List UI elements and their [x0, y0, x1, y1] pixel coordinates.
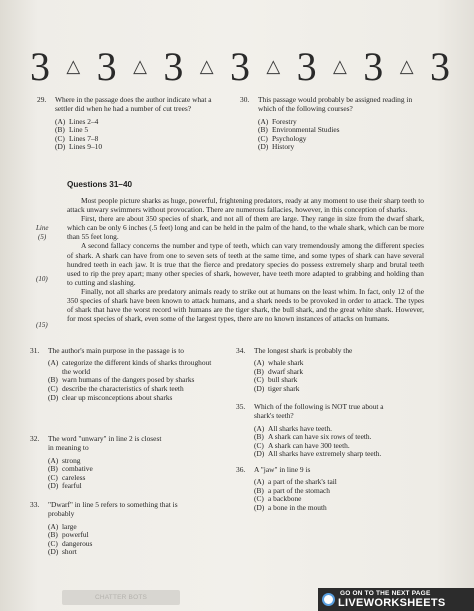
section-number: 3: [429, 44, 450, 89]
answer-option[interactable]: [48, 394, 215, 403]
option-letter: (A): [48, 455, 59, 465]
section-heading: Questions 31–40: [67, 180, 133, 189]
line-marker: (5): [38, 233, 47, 241]
option-text: All sharks have extremely sharp teeth.: [268, 449, 382, 459]
answer-options: [254, 478, 426, 512]
option-text: warn humans of the dangers posed by sharks: [62, 375, 195, 385]
option-letter: (A): [254, 423, 265, 433]
answer-options: [55, 118, 217, 152]
option-text: History: [272, 142, 295, 152]
triangle-icon: △: [199, 56, 214, 77]
option-text: A shark can have 300 teeth.: [268, 440, 350, 450]
liveworksheets-logo-icon: [322, 593, 335, 606]
question-stem: The longest shark is probably the: [254, 346, 353, 355]
line-marker: (10): [36, 275, 48, 283]
question-31: [30, 346, 215, 402]
answer-option[interactable]: [254, 504, 426, 513]
section-number: 3: [229, 44, 250, 89]
question-30: [240, 95, 430, 152]
option-letter: (C): [258, 133, 268, 143]
option-letter: (C): [254, 440, 264, 450]
option-text: combative: [62, 464, 93, 474]
question-stem: This passage would probably be assigned reading in which of the following courses?: [258, 95, 413, 114]
option-letter: (B): [48, 530, 58, 540]
passage-paragraph: First, there are about 350 species of shark, and not all of them are large. They range in size from the dwarf shark, which can be only 6 inches (.5 feet) long and can be held in the palm of the hand, to the whale shark, which can be more than 55 feet long.: [67, 214, 424, 242]
option-letter: (A): [258, 116, 269, 126]
question-number: 33.: [30, 500, 40, 509]
option-text: large: [62, 521, 77, 531]
option-text: Forestry: [272, 116, 297, 126]
option-letter: (D): [48, 481, 59, 491]
option-letter: (B): [48, 464, 58, 474]
option-letter: (B): [48, 375, 58, 385]
option-letter: (B): [254, 432, 264, 442]
answer-option[interactable]: [48, 359, 215, 376]
question-36: [236, 465, 426, 513]
option-text: careless: [62, 472, 86, 482]
question-number: 32.: [30, 434, 40, 443]
option-text: describe the characteristics of shark teeth: [62, 384, 184, 394]
question-number: 30.: [240, 95, 250, 104]
option-text: a bone in the mouth: [268, 503, 327, 513]
option-text: a part of the shark's tail: [268, 477, 337, 487]
question-34: [236, 346, 426, 394]
option-text: dwarf shark: [268, 366, 304, 376]
question-number: 35.: [236, 402, 246, 411]
option-text: Psychology: [272, 133, 307, 143]
answer-option[interactable]: [48, 548, 215, 557]
answer-options: [48, 359, 215, 402]
option-letter: (D): [48, 547, 59, 557]
option-text: Lines 2–4: [69, 116, 99, 126]
option-text: a part of the stomach: [268, 485, 330, 495]
line-marker: Line: [36, 224, 49, 232]
answer-options: [48, 457, 215, 491]
triangle-icon: △: [333, 56, 347, 77]
option-text: Lines 9–10: [69, 142, 103, 152]
section-number: 3: [296, 44, 317, 89]
option-text: whale shark: [268, 358, 304, 368]
section-number: 3: [30, 44, 50, 89]
passage-paragraph: Most people picture sharks as huge, powerful, frightening predators, ready at any moment to use their sharp teeth to attack unwary swimmers without provocation. There are numerous fallacies, however, in this conception of sharks.: [67, 196, 424, 215]
question-stem: The author's main purpose in the passage is to: [48, 346, 184, 355]
option-text: dangerous: [62, 538, 93, 548]
triangle-icon: △: [399, 56, 414, 77]
option-text: A shark can have six rows of teeth.: [268, 432, 372, 442]
section-header-band: [30, 46, 450, 88]
section-number: 3: [163, 44, 184, 89]
answer-options: [254, 425, 436, 459]
answer-option[interactable]: [258, 143, 430, 152]
question-35: [236, 402, 436, 459]
triangle-icon: △: [133, 56, 147, 77]
option-letter: (C): [254, 494, 264, 504]
question-number: 31.: [30, 346, 40, 355]
line-marker: (15): [36, 321, 48, 329]
triangle-icon: △: [66, 56, 81, 77]
option-letter: (B): [258, 125, 268, 135]
question-number: 29.: [37, 95, 47, 104]
answer-option[interactable]: [254, 385, 426, 394]
option-text: bull shark: [268, 375, 298, 385]
option-text: clear up misconceptions about sharks: [62, 392, 173, 402]
option-letter: (A): [254, 477, 265, 487]
answer-options: [254, 359, 426, 393]
question-number: 34.: [236, 346, 246, 355]
option-text: strong: [62, 455, 81, 465]
option-letter: (C): [48, 472, 58, 482]
option-letter: (B): [55, 125, 65, 135]
question-stem: "Dwarf" in line 5 refers to something that is probably: [48, 500, 178, 519]
answer-option[interactable]: [254, 450, 436, 459]
question-32: [30, 434, 215, 491]
section-number: 3: [363, 44, 384, 89]
option-letter: (C): [254, 375, 264, 385]
option-text: categorize the different kinds of sharks throughout the world: [62, 358, 212, 376]
option-text: fearful: [62, 481, 82, 491]
option-text: powerful: [62, 530, 89, 540]
answer-option[interactable]: [55, 143, 217, 152]
option-letter: (C): [55, 133, 65, 143]
question-stem: Where in the passage does the author indicate what a settler did when he had a number of cut trees?: [55, 95, 212, 114]
question-number: 36.: [236, 465, 246, 474]
option-letter: (A): [254, 358, 265, 368]
next-page-button[interactable]: [318, 588, 474, 611]
option-text: Lines 7–8: [69, 133, 99, 143]
question-stem: A "jaw" in line 9 is: [254, 465, 311, 474]
question-stem: The word "unwary" in line 2 is closest in meaning to: [48, 434, 162, 453]
brand-label: LIVEWORKSHEETS: [338, 597, 446, 609]
reading-passage: [67, 196, 424, 323]
option-text: All sharks have teeth.: [268, 423, 333, 433]
passage-paragraph: A second fallacy concerns the number and type of teeth, which can vary tremendously among the different species of shark. A shark can have from one to seven sets of teeth at the same time, and some types of shark can have several hundred teeth in each jaw. It is true that the fierce and predatory species do possess extremely sharp and brutal teeth used to rip the prey apart; many other species of shark, however, have teeth more adapted to grabbing and holding than to cutting and slashing.: [67, 241, 424, 287]
question-29: [37, 95, 217, 152]
option-letter: (A): [48, 521, 59, 531]
option-text: short: [62, 547, 77, 557]
question-33: [30, 500, 215, 557]
section-number: 3: [96, 44, 117, 89]
option-letter: (B): [254, 485, 264, 495]
answer-options: [258, 118, 430, 152]
option-letter: (D): [254, 384, 265, 394]
answer-option[interactable]: [48, 482, 215, 491]
option-letter: (A): [55, 116, 66, 126]
option-letter: (D): [258, 142, 269, 152]
triangle-icon: △: [266, 56, 281, 77]
option-letter: (D): [48, 392, 59, 402]
option-letter: (A): [48, 358, 59, 368]
option-letter: (D): [55, 142, 66, 152]
option-letter: (D): [254, 449, 265, 459]
option-letter: (D): [254, 503, 265, 513]
passage-paragraph: Finally, not all sharks are predatory animals ready to strike out at humans on the least whim. In fact, only 12 of the 350 species of shark have been known to attack humans, and a shark needs to be provoked in order to attack. The types of shark that have the worst record with humans are the tiger shark, the bull shark, and the great white shark. However, for most species of shark, even some of the largest types, there are no known instances of attacks on humans.: [67, 286, 424, 324]
footer-faded-button[interactable]: CHATTER BOTS: [62, 590, 180, 605]
option-text: tiger shark: [268, 384, 300, 394]
option-letter: (C): [48, 384, 58, 394]
option-letter: (B): [254, 366, 264, 376]
option-letter: (C): [48, 538, 58, 548]
question-stem: Which of the following is NOT true about a shark's teeth?: [254, 402, 384, 421]
option-text: Environmental Studies: [272, 125, 340, 135]
option-text: a backbone: [268, 494, 302, 504]
option-text: Line 5: [69, 125, 89, 135]
answer-options: [48, 523, 215, 557]
next-page-label: GO ON TO THE NEXT PAGE: [340, 590, 431, 597]
